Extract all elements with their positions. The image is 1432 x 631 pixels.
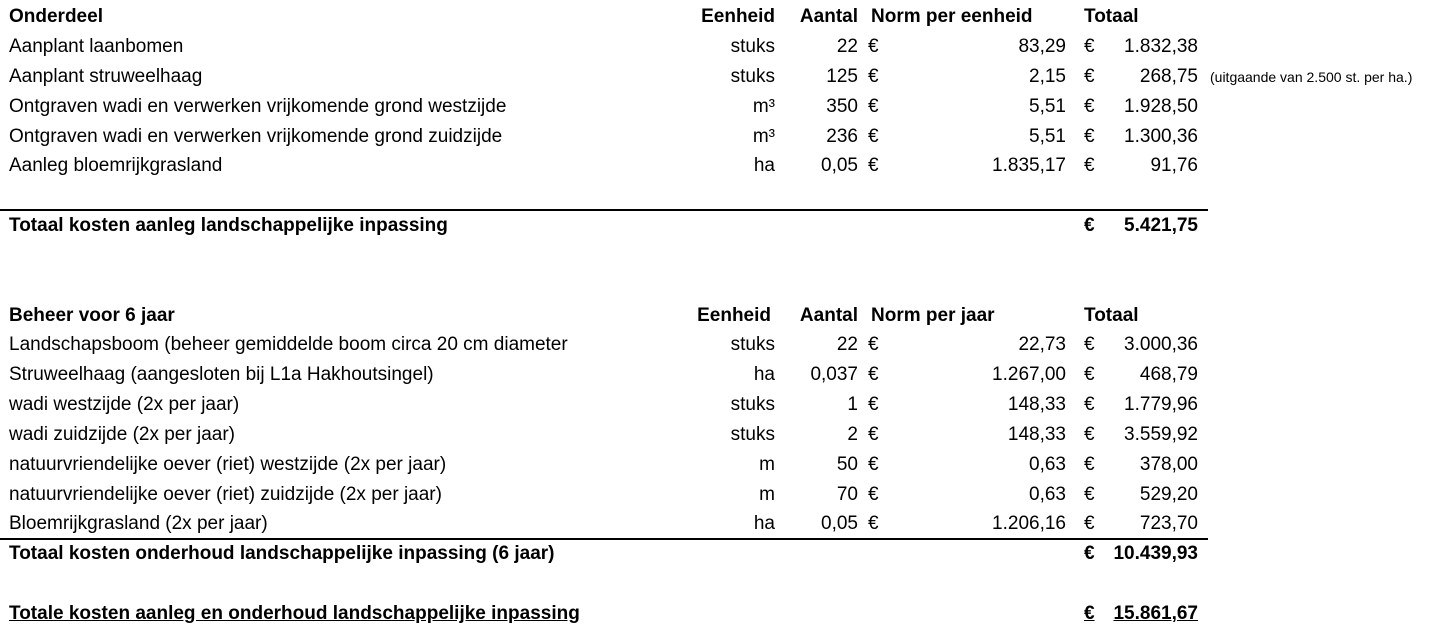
row-total: 268,75 bbox=[1139, 66, 1198, 87]
row-qty: 22 bbox=[836, 334, 858, 355]
row-qty: 0,037 bbox=[810, 364, 858, 385]
euro-sign: € bbox=[868, 66, 879, 87]
euro-sign: € bbox=[1084, 215, 1095, 236]
euro-sign: € bbox=[868, 126, 879, 147]
table-row bbox=[0, 122, 1432, 152]
row-item: Aanplant laanbomen bbox=[9, 36, 184, 57]
euro-sign: € bbox=[868, 334, 879, 355]
euro-sign: € bbox=[1084, 394, 1095, 415]
row-norm: 0,63 bbox=[1029, 484, 1066, 505]
row-item: Bloemrijkgrasland (2x per jaar) bbox=[9, 513, 268, 534]
table-row bbox=[0, 509, 1432, 539]
row-item: wadi zuidzijde (2x per jaar) bbox=[9, 424, 235, 445]
header-totaal: Totaal bbox=[1084, 305, 1139, 326]
euro-sign: € bbox=[1084, 36, 1095, 57]
table-row bbox=[0, 360, 1432, 390]
row-unit: ha bbox=[753, 513, 775, 534]
row-total: 1.832,38 bbox=[1124, 36, 1198, 57]
row-norm: 5,51 bbox=[1029, 96, 1066, 117]
row-norm: 83,29 bbox=[1018, 36, 1066, 57]
table-row bbox=[0, 480, 1432, 510]
table-row bbox=[0, 420, 1432, 450]
euro-sign: € bbox=[868, 155, 879, 176]
row-total: 3.559,92 bbox=[1124, 424, 1198, 445]
euro-sign: € bbox=[1084, 96, 1095, 117]
euro-sign: € bbox=[868, 454, 879, 475]
row-total: 1.928,50 bbox=[1124, 96, 1198, 117]
row-norm: 2,15 bbox=[1029, 66, 1066, 87]
row-total: 1.779,96 bbox=[1124, 394, 1198, 415]
row-item: Aanleg bloemrijkgrasland bbox=[9, 155, 223, 176]
table-row bbox=[0, 450, 1432, 480]
row-norm: 148,33 bbox=[1007, 394, 1066, 415]
row-unit: m³ bbox=[752, 96, 775, 117]
row-qty: 2 bbox=[847, 424, 858, 445]
row-qty: 125 bbox=[826, 66, 858, 87]
section1-header-row bbox=[0, 2, 1432, 32]
section2-summary-row bbox=[0, 539, 1432, 569]
euro-sign: € bbox=[1084, 513, 1095, 534]
row-unit: stuks bbox=[730, 66, 775, 87]
row-unit: m³ bbox=[752, 126, 775, 147]
summary-label: Totaal kosten aanleg landschappelijke inpassing bbox=[9, 215, 448, 236]
row-unit: ha bbox=[753, 155, 775, 176]
euro-sign: € bbox=[1084, 66, 1095, 87]
euro-sign: € bbox=[1084, 454, 1095, 475]
section1-summary-row bbox=[0, 211, 1432, 241]
header-eenheid: Eenheid bbox=[701, 6, 775, 27]
euro-sign: € bbox=[1084, 424, 1095, 445]
euro-sign: € bbox=[868, 96, 879, 117]
grand-total-value: 15.861,67 bbox=[1113, 603, 1198, 624]
row-norm: 5,51 bbox=[1029, 126, 1066, 147]
header-aantal: Aantal bbox=[799, 305, 858, 326]
row-qty: 22 bbox=[836, 36, 858, 57]
header-onderdeel: Onderdeel bbox=[9, 6, 103, 27]
summary-value: 10.439,93 bbox=[1113, 543, 1198, 564]
grand-total-row bbox=[0, 599, 1432, 629]
header-norm: Norm per jaar bbox=[871, 305, 995, 326]
euro-sign: € bbox=[868, 513, 879, 534]
row-qty: 1 bbox=[847, 394, 858, 415]
row-item: Aanplant struweelhaag bbox=[9, 66, 203, 87]
row-unit: ha bbox=[753, 364, 775, 385]
euro-sign: € bbox=[1084, 155, 1095, 176]
row-total: 3.000,36 bbox=[1124, 334, 1198, 355]
euro-sign: € bbox=[1084, 603, 1095, 624]
euro-sign: € bbox=[868, 484, 879, 505]
row-item: natuurvriendelijke oever (riet) westzijde (2x per jaar) bbox=[9, 454, 447, 475]
row-norm: 148,33 bbox=[1007, 424, 1066, 445]
euro-sign: € bbox=[868, 424, 879, 445]
row-norm: 1.267,00 bbox=[992, 364, 1066, 385]
table-row bbox=[0, 330, 1432, 360]
row-qty: 0,05 bbox=[821, 513, 858, 534]
euro-sign: € bbox=[1084, 126, 1095, 147]
row-item: Ontgraven wadi en verwerken vrijkomende grond westzijde bbox=[9, 96, 507, 117]
table-row bbox=[0, 92, 1432, 122]
row-unit: stuks bbox=[730, 424, 775, 445]
row-total: 468,79 bbox=[1139, 364, 1198, 385]
table-row bbox=[0, 62, 1432, 92]
row-qty: 236 bbox=[826, 126, 858, 147]
row-qty: 350 bbox=[826, 96, 858, 117]
row-total: 723,70 bbox=[1139, 513, 1198, 534]
row-total: 529,20 bbox=[1139, 484, 1198, 505]
summary-label: Totaal kosten onderhoud landschappelijke inpassing (6 jaar) bbox=[9, 543, 555, 564]
row-norm: 22,73 bbox=[1018, 334, 1066, 355]
header-norm: Norm per eenheid bbox=[871, 6, 1033, 27]
row-qty: 70 bbox=[836, 484, 858, 505]
table-row bbox=[0, 32, 1432, 62]
row-item: wadi westzijde (2x per jaar) bbox=[9, 394, 240, 415]
euro-sign: € bbox=[1084, 334, 1095, 355]
summary-value: 5.421,75 bbox=[1124, 215, 1198, 236]
euro-sign: € bbox=[1084, 543, 1095, 564]
table-row bbox=[0, 151, 1432, 181]
row-norm: 0,63 bbox=[1029, 454, 1066, 475]
row-unit: m bbox=[759, 454, 775, 475]
row-total: 91,76 bbox=[1150, 155, 1198, 176]
row-unit: m bbox=[759, 484, 775, 505]
row-item: Landschapsboom (beheer gemiddelde boom circa 20 cm diameter bbox=[9, 334, 568, 355]
header-totaal: Totaal bbox=[1084, 6, 1139, 27]
header-eenheid: Eenheid bbox=[697, 305, 771, 326]
grand-total-label: Totale kosten aanleg en onderhoud landschappelijke inpassing bbox=[9, 603, 580, 624]
table-row bbox=[0, 390, 1432, 420]
row-item: natuurvriendelijke oever (riet) zuidzijde (2x per jaar) bbox=[9, 484, 442, 505]
row-item: Ontgraven wadi en verwerken vrijkomende grond zuidzijde bbox=[9, 126, 503, 147]
row-note: (uitgaande van 2.500 st. per ha.) bbox=[1210, 69, 1413, 85]
header-aantal: Aantal bbox=[799, 6, 858, 27]
row-total: 378,00 bbox=[1139, 454, 1198, 475]
row-unit: stuks bbox=[730, 394, 775, 415]
row-qty: 50 bbox=[836, 454, 858, 475]
row-norm: 1.206,16 bbox=[992, 513, 1066, 534]
row-unit: stuks bbox=[730, 36, 775, 57]
euro-sign: € bbox=[1084, 364, 1095, 385]
row-norm: 1.835,17 bbox=[992, 155, 1066, 176]
row-total: 1.300,36 bbox=[1124, 126, 1198, 147]
row-qty: 0,05 bbox=[821, 155, 858, 176]
section2-header-row bbox=[0, 301, 1432, 331]
euro-sign: € bbox=[868, 364, 879, 385]
row-unit: stuks bbox=[730, 334, 775, 355]
euro-sign: € bbox=[868, 36, 879, 57]
header-beheer: Beheer voor 6 jaar bbox=[9, 305, 175, 326]
euro-sign: € bbox=[1084, 484, 1095, 505]
row-item: Struweelhaag (aangesloten bij L1a Hakhoutsingel) bbox=[9, 364, 434, 385]
euro-sign: € bbox=[868, 394, 879, 415]
